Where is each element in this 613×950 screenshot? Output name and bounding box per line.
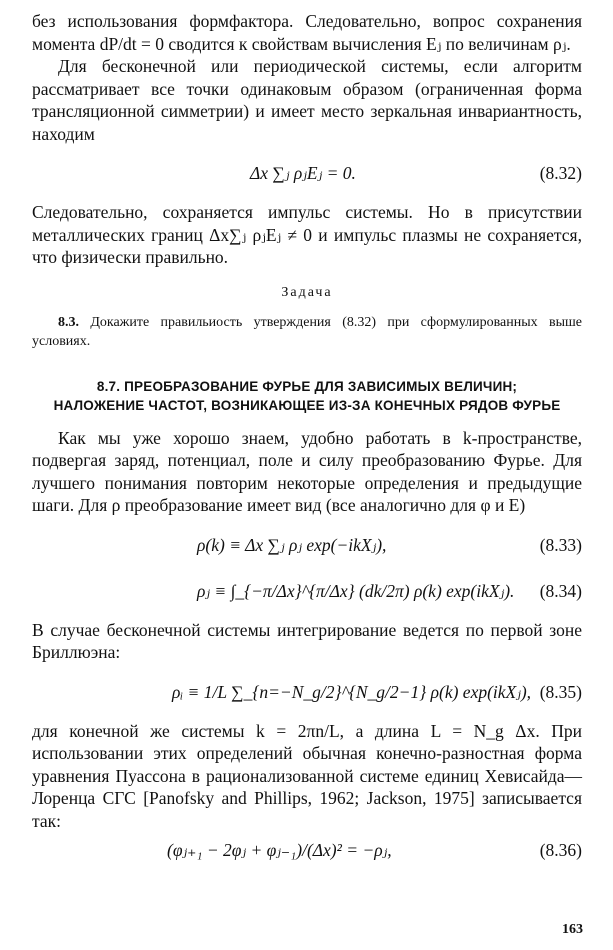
paragraph-6: для конечной же системы k = 2πn/L, а длина L = N_g Δx. При использовании этих определений обычная конечно-разностная форма уравнения Пуассона в рационализованной системе единиц Хевисайда—Лоренца СГС [Panofsky and Phillips, 1962; Jackson, 1975] записывается так: <box>32 720 582 831</box>
equation-8-33 <box>32 527 582 563</box>
section-heading <box>32 377 582 415</box>
book-page <box>32 10 582 882</box>
equation-8-33-number: (8.33) <box>539 534 582 555</box>
equation-8-32-formula: Δx ∑ⱼ ρⱼEⱼ = 0. <box>250 163 356 183</box>
paragraph-3: Следовательно, сохраняется импульс системы. Но в присутствии металлических границ Δx∑ⱼ ρⱼEⱼ ≠ 0 и импульс плазмы не сохраняется, что физически правильно. <box>32 202 582 267</box>
equation-8-35-formula: ρᵢ ≡ 1/L ∑_{n=−N_g/2}^{N_g/2−1} ρ(k) exp(ikXⱼ), <box>172 681 532 702</box>
task-8-3 <box>32 313 582 351</box>
equation-8-35-number: (8.35) <box>539 681 582 702</box>
task-number: 8.3. <box>58 314 79 330</box>
task-text: Докажите правильиость утверждения (8.32) при сформулированных выше условиях. <box>32 314 582 349</box>
equation-8-36-formula: (φⱼ₊₁ − 2φⱼ + φⱼ₋₁)/(Δx)² = −ρⱼ, <box>167 840 392 860</box>
equation-8-34-number: (8.34) <box>539 580 582 601</box>
task-heading: Задача <box>281 284 333 300</box>
section-heading-line-1: 8.7. ПРЕОБРАЗОВАНИЕ ФУРЬЕ ДЛЯ ЗАВИСИМЫХ ВЕЛИЧИН; <box>96 378 518 394</box>
equation-8-35 <box>32 674 582 710</box>
paragraph-5: В случае бесконечной системы интегрирование ведется по первой зоне Бриллюэна: <box>32 619 582 662</box>
equation-8-34 <box>32 573 582 609</box>
section-heading-line-2: НАЛОЖЕНИЕ ЧАСТОТ, ВОЗНИКАЮЩЕЕ ИЗ-ЗА КОНЕЧНЫХ РЯДОВ ФУРЬЕ <box>53 397 561 413</box>
equation-8-33-formula: ρ(k) ≡ Δx ∑ⱼ ρⱼ exp(−ikXⱼ), <box>197 534 387 555</box>
paragraph-4: Как мы уже хорошо знаем, удобно работать в k-пространстве, подвергая заряд, потенциал, поле и силу преобразованию Фурье. Для лучшего понимания повторим некоторые определения и предыдущие шаги. Для ρ преобразование имеет вид (все аналогично для φ и E) <box>32 427 582 515</box>
equation-8-32-number: (8.32) <box>539 163 582 183</box>
equation-8-36-number: (8.36) <box>539 840 582 860</box>
paragraph-1: без использования формфактора. Следовательно, вопрос сохранения момента dP/dt = 0 сводится к свойствам вычисления Eⱼ по величинам ρⱼ. <box>32 11 582 54</box>
paragraph-2: Для бесконечной или периодической системы, если алгоритм рассматривает все точки одинаковым образом (ограниченная форма трансляционной симметрии) и имеет место зеркальная инвариантность, находим <box>32 56 582 144</box>
equation-8-36 <box>32 836 582 872</box>
page-number: 163 <box>562 922 583 937</box>
equation-8-34-formula: ρⱼ ≡ ∫_{−π/Δx}^{π/Δx} (dk/2π) ρ(k) exp(ikXⱼ). <box>197 580 515 601</box>
equation-8-32 <box>32 155 582 191</box>
